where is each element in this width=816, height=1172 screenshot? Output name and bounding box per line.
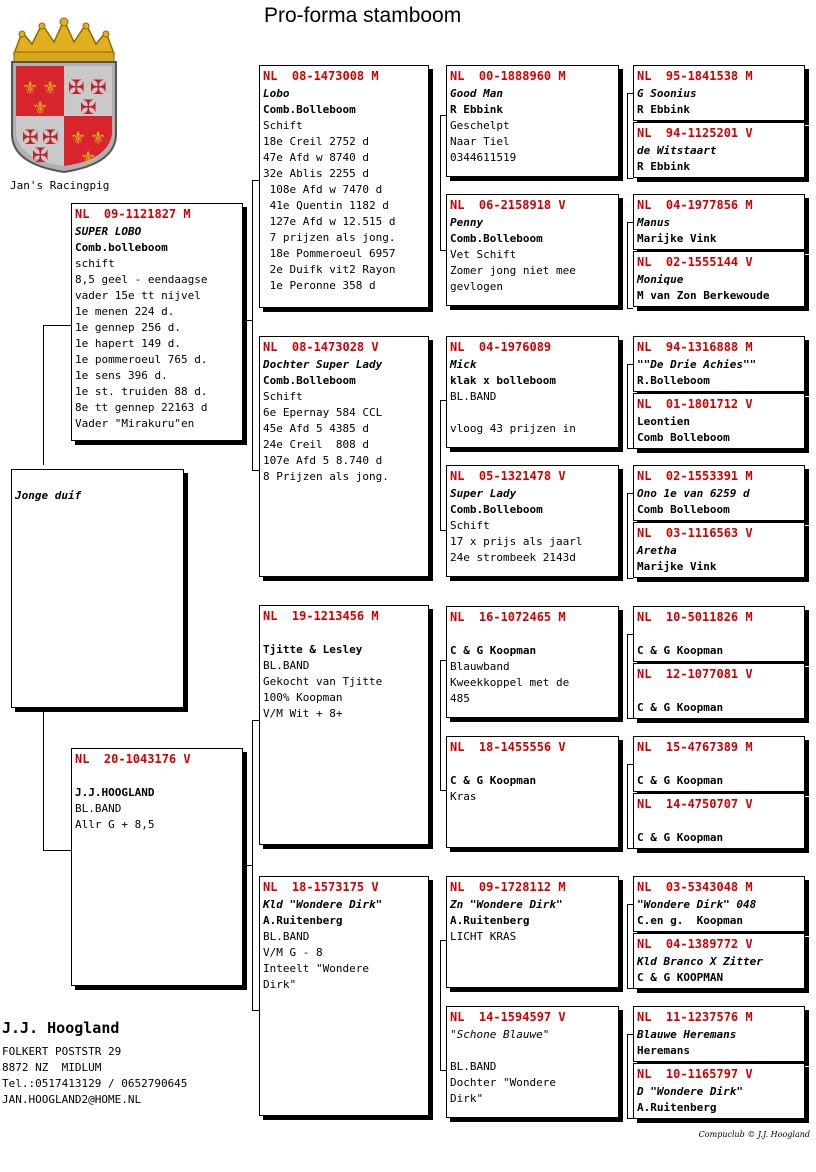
pedigree-card-gen2-ff: [259, 65, 429, 308]
bird-info-line: Vet Schift: [450, 248, 517, 261]
pedigree-card-gen4-5: [633, 336, 805, 392]
pedigree-card-gen3-4: [446, 465, 619, 577]
bird-info-line: BL.BAND: [263, 930, 310, 943]
svg-text:✠: ✠: [42, 125, 59, 149]
bird-info-line: klak x bolleboom: [450, 374, 556, 387]
ring-number: NL 12-1077081 V: [637, 667, 753, 681]
connector-line: [252, 720, 259, 721]
bird-info-line: 6e Epernay 584 CCL: [263, 406, 383, 419]
ring-number: NL 14-4750707 V: [637, 797, 753, 811]
svg-text:✠: ✠: [68, 75, 85, 99]
bird-info-line: BL.BAND: [75, 802, 122, 815]
bird-info-line: Dochter "Wondere: [450, 1076, 556, 1089]
bird-info-line: R Ebbink: [637, 103, 690, 116]
bird-info-line: 24e strombeek 2143d: [450, 551, 576, 564]
pedigree-card-gen3-3: [446, 336, 619, 448]
connector-line: [252, 180, 253, 470]
bird-info-line: A.Ruitenberg: [450, 914, 530, 927]
pedigree-card-gen4-7: [633, 465, 805, 521]
connector-line: [627, 634, 628, 718]
connector-line: [440, 660, 441, 790]
bird-info-line: Blauwband: [450, 660, 510, 673]
pedigree-card-gen3-2: [446, 194, 619, 306]
pedigree-card-gen4-8: [633, 522, 805, 578]
bird-info-line: 0344611519: [450, 151, 517, 164]
bird-info-line: Zomer jong niet mee: [450, 264, 576, 277]
bird-name: Blauwe Heremans: [637, 1028, 737, 1041]
bird-name: Kld Branco X Zitter: [637, 955, 763, 968]
bird-info-line: Comb.Bolleboom: [450, 232, 543, 245]
bird-name: Penny: [450, 216, 484, 229]
bird-info-line: 18e Creil 2752 d: [263, 135, 369, 148]
bird-info-line: schift: [75, 257, 115, 270]
pedigree-card-gen3-7: [446, 876, 619, 988]
owner-city: 8872 NZ MIDLUM: [2, 1061, 102, 1074]
pedigree-card-gen4-11: [633, 736, 805, 792]
connector-line: [43, 325, 44, 465]
pedigree-card-gen2-mf: [259, 605, 429, 845]
bird-info-line: A.Ruitenberg: [263, 914, 343, 927]
bird-info-line: 8,5 geel - eendaagse: [75, 273, 208, 286]
pedigree-card-gen3-8: [446, 1006, 619, 1118]
bird-info-line: 100% Koopman: [263, 691, 343, 704]
bird-info-line: gevlogen: [450, 280, 503, 293]
bird-info-line: R Ebbink: [450, 103, 503, 116]
svg-text:⚜: ⚜: [80, 148, 97, 169]
bird-info-line: Kras: [450, 790, 477, 803]
bird-name: Zn "Wondere Dirk": [450, 898, 563, 911]
svg-text:⚜: ⚜: [90, 128, 107, 149]
bird-name: "Wondere Dirk" 048: [637, 898, 757, 911]
bird-info-line: 45e Afd 5 4385 d: [263, 422, 369, 435]
pedigree-card-gen4-10: [633, 663, 805, 719]
bird-info-line: [450, 405, 615, 421]
bird-info-line: 1e menen 224 d.: [75, 305, 175, 318]
ring-number: NL 09-1121827 M: [75, 207, 191, 221]
bird-name: de Witstaart: [637, 144, 717, 157]
ring-number: NL 08-1473008 M: [263, 69, 379, 83]
page-title: Pro-forma stamboom: [264, 4, 462, 27]
svg-text:✠: ✠: [32, 143, 49, 167]
bird-info-line: 1e Peronne 358 d: [263, 279, 376, 292]
bird-info-line: 1e st. truiden 88 d.: [75, 385, 208, 398]
bird-name: Leontien: [637, 415, 690, 428]
pedigree-card-gen4-6: [633, 393, 805, 449]
connector-line: [627, 222, 628, 308]
bird-info-line: C & G Koopman: [450, 644, 537, 657]
connector-line: [440, 940, 441, 1070]
bird-info-line: 1e hapert 149 d.: [75, 337, 181, 350]
connector-line: [627, 178, 633, 179]
bird-info-line: 17 x prijs als jaarl: [450, 535, 583, 548]
bird-info-line: Heremans: [637, 1044, 690, 1057]
pedigree-card-gen3-5: [446, 606, 619, 718]
ring-number: NL 08-1473028 V: [263, 340, 379, 354]
subject-card: [11, 469, 184, 708]
bird-info-line: 18e Pommeroeul 6957: [263, 247, 396, 260]
bird-info-line: M van Zon Berkewoude: [637, 289, 770, 302]
owner-email: JAN.HOOGLAND2@HOME.NL: [2, 1093, 142, 1106]
bird-info-line: 108e Afd w 7470 d: [263, 183, 383, 196]
bird-name: [450, 627, 615, 643]
connector-line: [247, 865, 252, 866]
connector-line: [440, 400, 441, 530]
bird-info-line: Naar Tiel: [450, 135, 510, 148]
bird-info-line: Dirk": [450, 1092, 484, 1105]
pedigree-card-gen4-12: [633, 793, 805, 849]
bird-name: Dochter Super Lady: [263, 358, 383, 371]
connector-line: [627, 578, 633, 579]
svg-text:⚜: ⚜: [32, 98, 49, 119]
bird-name: Manus: [637, 216, 671, 229]
svg-text:⚜: ⚜: [70, 128, 87, 149]
bird-info-line: C & G Koopman: [637, 831, 724, 844]
ring-number: NL 05-1321478 V: [450, 469, 566, 483]
ring-number: NL 03-1116563 V: [637, 526, 753, 540]
ring-number: NL 03-5343048 M: [637, 880, 753, 894]
bird-info-line: 47e Afd w 8740 d: [263, 151, 369, 164]
pedigree-card-gen4-9: [633, 606, 805, 662]
ring-number: NL 94-1316888 M: [637, 340, 753, 354]
bird-name: [75, 769, 239, 785]
ring-number: NL 02-1553391 M: [637, 469, 753, 483]
ring-number: NL 18-1455556 V: [450, 740, 566, 754]
bird-name: "Schone Blauwe": [450, 1028, 550, 1041]
connector-line: [252, 1010, 259, 1011]
ring-number: NL 04-1389772 V: [637, 937, 753, 951]
bird-name: Aretha: [637, 544, 677, 557]
bird-info-line: C & G Koopman: [637, 774, 724, 787]
bird-info-line: R.Bolleboom: [637, 374, 710, 387]
bird-info-line: C & G KOOPMAN: [637, 971, 724, 984]
bird-info-line: 41e Quentin 1182 d: [263, 199, 389, 212]
bird-name: Lobo: [263, 87, 290, 100]
connector-line: [43, 712, 44, 850]
connector-line: [252, 470, 259, 471]
ring-number: NL 01-1801712 V: [637, 397, 753, 411]
bird-info-line: BL.BAND: [450, 390, 497, 403]
ring-number: NL 94-1125201 V: [637, 126, 753, 140]
ring-number: NL 09-1728112 M: [450, 880, 566, 894]
pedigree-card-gen4-15: [633, 1006, 805, 1062]
connector-line: [627, 308, 633, 309]
bird-name: [637, 684, 801, 700]
ring-number: NL 00-1888960 M: [450, 69, 566, 83]
pedigree-card-gen1-father: [71, 203, 243, 441]
bird-info-line: vader 15e tt nijvel: [75, 289, 201, 302]
bird-info-line: BL.BAND: [450, 1060, 497, 1073]
bird-info-line: Tjitte & Lesley: [263, 643, 363, 656]
owner-phone: Tel.:0517413129 / 0652790645: [2, 1077, 188, 1090]
ring-number: NL 02-1555144 V: [637, 255, 753, 269]
ring-number: NL 16-1072465 M: [450, 610, 566, 624]
svg-text:✠: ✠: [80, 95, 97, 119]
bird-info-line: BL.BAND: [263, 659, 310, 672]
connector-line: [627, 904, 628, 988]
bird-name: Monique: [637, 273, 684, 286]
bird-info-line: 127e Afd w 12.515 d: [263, 215, 396, 228]
bird-name: [450, 757, 615, 773]
bird-info-line: Comb.Bolleboom: [263, 103, 356, 116]
bird-info-line: Schift: [450, 519, 490, 532]
connector-line: [627, 93, 628, 178]
bird-info-line: 24e Creil 808 d: [263, 438, 369, 451]
bird-name: [637, 627, 801, 643]
pedigree-card-gen4-14: [633, 933, 805, 989]
pedigree-card-gen4-1: [633, 65, 805, 121]
bird-info-line: Comb.bolleboom: [75, 241, 168, 254]
bird-name: [637, 757, 801, 773]
bird-info-line: Jonge duif: [15, 489, 82, 502]
bird-info-line: Gekocht van Tjitte: [263, 675, 383, 688]
bird-name: [637, 814, 801, 830]
bird-info-line: Geschelpt: [450, 119, 510, 132]
ring-number: NL 10-5011826 M: [637, 610, 753, 624]
pedigree-card-gen4-2: [633, 122, 805, 178]
connector-line: [247, 320, 252, 321]
bird-info-line: A.Ruitenberg: [637, 1101, 717, 1114]
svg-text:✠: ✠: [90, 75, 107, 99]
ring-number: NL 20-1043176 V: [75, 752, 191, 766]
connector-line: [440, 115, 441, 250]
bird-info-line: Allr G + 8,5: [75, 818, 155, 831]
ring-number: NL 04-1976089: [450, 340, 552, 354]
bird-info-line: Dirk": [263, 978, 297, 991]
bird-info-line: R Ebbink: [637, 160, 690, 173]
bird-name: Mick: [450, 358, 477, 371]
ring-number: NL 06-2158918 V: [450, 198, 566, 212]
bird-info-line: LICHT KRAS: [450, 930, 517, 943]
owner-name: J.J. Hoogland: [2, 1019, 120, 1037]
bird-info-line: Comb.Bolleboom: [263, 374, 356, 387]
bird-info-line: Schift: [263, 390, 303, 403]
pedigree-card-gen2-mm: [259, 876, 429, 1116]
ring-number: NL 95-1841538 M: [637, 69, 753, 83]
bird-info-line: J.J.HOOGLAND: [75, 786, 155, 799]
svg-text:⚜: ⚜: [22, 78, 39, 99]
connector-line: [627, 364, 628, 448]
bird-name: D "Wondere Dirk": [637, 1085, 743, 1098]
svg-text:⚜: ⚜: [42, 78, 59, 99]
bird-name: ""De Drie Achies"": [637, 358, 757, 371]
bird-name: G Soonius: [637, 87, 697, 100]
connector-line: [627, 493, 628, 578]
bird-info-line: Vader "Mirakuru"en: [75, 417, 195, 430]
ring-number: NL 18-1573175 V: [263, 880, 379, 894]
bird-info-line: 8e tt gennep 22163 d: [75, 401, 208, 414]
connector-line: [43, 325, 71, 326]
ring-number: NL 14-1594597 V: [450, 1010, 566, 1024]
ring-number: NL 10-1165797 V: [637, 1067, 753, 1081]
connector-line: [43, 850, 71, 851]
ring-number: NL 15-4767389 M: [637, 740, 753, 754]
pedigree-card-gen4-4: [633, 251, 805, 307]
owner-street: FOLKERT POSTSTR 29: [2, 1045, 122, 1058]
club-name: Jan's Racingpig: [10, 179, 110, 192]
connector-line: [627, 764, 628, 848]
bird-info-line: 7 prijzen als jong.: [263, 231, 396, 244]
bird-info-line: 485: [450, 692, 470, 705]
bird-info-line: 8 Prijzen als jong.: [263, 470, 389, 483]
bird-info-line: C & G Koopman: [637, 701, 724, 714]
bird-name: Super Lady: [450, 487, 517, 500]
ring-number: NL 19-1213456 M: [263, 609, 379, 623]
bird-info-line: Comb.Bolleboom: [450, 503, 543, 516]
pedigree-card-gen1-mother: [71, 748, 243, 986]
pedigree-card-gen3-1: [446, 65, 619, 177]
crest-logo: [8, 14, 120, 176]
owner-address: [2, 1044, 187, 1108]
ring-number: NL 11-1237576 M: [637, 1010, 753, 1024]
bird-info-line: Comb Bolleboom: [637, 503, 730, 516]
pedigree-card-gen4-13: [633, 876, 805, 932]
bird-info-line: V/M G - 8: [263, 946, 323, 959]
bird-info-line: [450, 1043, 615, 1059]
bird-info-line: vloog 43 prijzen in: [450, 422, 576, 435]
bird-name: SUPER LOBO: [75, 225, 142, 238]
bird-info-line: Inteelt "Wondere: [263, 962, 369, 975]
bird-info-line: 1e sens 396 d.: [75, 369, 168, 382]
bird-info-line: C.en g. Koopman: [637, 914, 743, 927]
bird-name: [263, 626, 425, 642]
bird-info-line: C & G Koopman: [450, 774, 537, 787]
connector-line: [252, 180, 259, 181]
bird-info-line: V/M Wit + 8+: [263, 707, 343, 720]
pedigree-card-gen2-fm: [259, 336, 429, 577]
pedigree-card-gen4-16: [633, 1063, 805, 1119]
svg-text:✠: ✠: [22, 125, 39, 149]
bird-name: [15, 472, 180, 488]
bird-name: Good Man: [450, 87, 503, 100]
bird-name: Kld "Wondere Dirk": [263, 898, 383, 911]
bird-info-line: Kweekkoppel met de: [450, 676, 570, 689]
bird-info-line: 1e pommeroeul 765 d.: [75, 353, 208, 366]
pedigree-card-gen4-3: [633, 194, 805, 250]
bird-info-line: Marijke Vink: [637, 560, 717, 573]
bird-info-line: 32e Ablis 2255 d: [263, 167, 369, 180]
bird-info-line: Schift: [263, 119, 303, 132]
ring-number: NL 04-1977856 M: [637, 198, 753, 212]
footer-credit: Compuclub © J.J. Hoogland: [698, 1130, 810, 1139]
bird-info-line: C & G Koopman: [637, 644, 724, 657]
connector-line: [627, 1034, 628, 1118]
bird-info-line: 107e Afd 5 8.740 d: [263, 454, 383, 467]
bird-info-line: 1e gennep 256 d.: [75, 321, 181, 334]
bird-name: Ono 1e van 6259 d: [637, 487, 750, 500]
bird-info-line: 2e Duifk vit2 Rayon: [263, 263, 396, 276]
connector-line: [252, 720, 253, 1010]
bird-info-line: Marijke Vink: [637, 232, 717, 245]
bird-info-line: Comb Bolleboom: [637, 431, 730, 444]
pedigree-card-gen3-6: [446, 736, 619, 848]
